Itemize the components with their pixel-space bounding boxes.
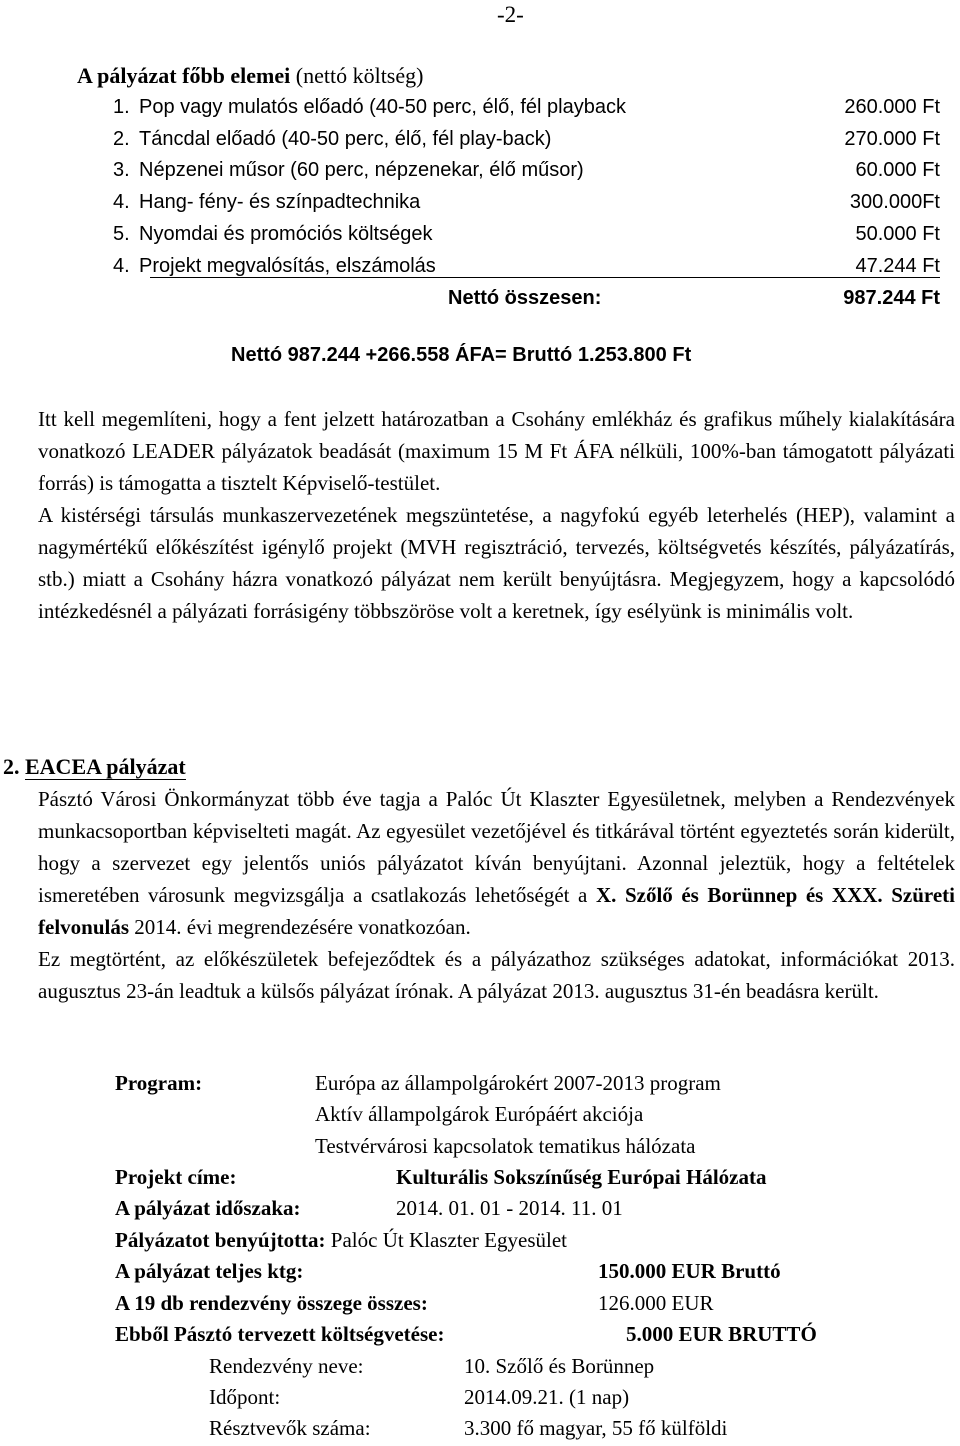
event-date-value: 2014.09.21. (1 nap) <box>464 1385 630 1409</box>
event-name-label: Rendezvény neve: <box>209 1354 364 1378</box>
events-sum-label: A 19 db rendezvény összege összes: <box>115 1291 428 1315</box>
gross-total-line: Nettó 987.244 +266.558 ÁFA= Bruttó 1.253.800 Ft <box>231 344 692 366</box>
sum-divider <box>150 277 940 278</box>
program-label: Program: <box>115 1071 203 1095</box>
budget-item-amount: 270.000 Ft <box>844 128 940 150</box>
event-date-label: Időpont: <box>209 1385 281 1409</box>
section-2-paragraph-1: Pásztó Városi Önkormányzat több éve tagja a Palóc Út Klaszter Egyesületnek, melyben a Rendezvények munkacsoportban képviselteti magát. Az egyesület vezetőjével és titkárával történt egyeztetés során kiderült, hogy a szervezet egy jelentős uniós pályázatot kíván benyújtani. Azonnal jeleztük, hogy a feltételek ismeretében városunk megvizsgálja a csatlakozás lehetőségét a X. Szőlő és Borünnep és XXX. Szüreti felvonulás 2014. évi megrendezésére vonatkozóan. <box>38 787 955 939</box>
budget-item-amount: 60.000 Ft <box>855 159 940 181</box>
total-cost-value: 150.000 EUR Bruttó <box>598 1259 781 1283</box>
section-2-title: EACEA pályázat <box>25 754 186 779</box>
budget-item: 2. Táncdal előadó (40-50 perc, élő, fél play-back) <box>113 128 552 150</box>
page-number: -2- <box>497 2 524 27</box>
paragraph-csohany: A kistérségi társulás munkaszervezetének megszüntetése, a nagyfokú egyéb leterhelés (HEP), valamint a nagymértékű előkészítést igénylő projekt (MVH regisztráció, tervezés, költségvetés készítés, pályázatírás, stb.) miatt a Csohány házra vonatkozó pályázat nem került benyújtásra. Megjegyzem, hogy a kapcsolódó intézkedésnél a pályázati forrásigény többszöröse volt a keretnek, így esélyünk is minimális volt. <box>38 503 955 623</box>
budget-heading-bold: A pályázat főbb elemei <box>77 63 291 88</box>
budget-heading <box>77 60 423 92</box>
budget-item-amount: 47.244 Ft <box>855 255 940 277</box>
participants-label: Résztvevők száma: <box>209 1416 371 1440</box>
submitter-value: Palóc Út Klaszter Egyesület <box>325 1228 567 1252</box>
program-line: Testvérvárosi kapcsolatok tematikus hálózata <box>315 1134 696 1158</box>
project-title-label: Projekt címe: <box>115 1165 237 1189</box>
leader-paragraphs <box>38 403 955 627</box>
budget-item-amount: 260.000 Ft <box>844 96 940 118</box>
budget-item-amount: 300.000Ft <box>849 191 940 213</box>
program-line: Aktív állampolgárok Európáért akciója <box>315 1102 644 1126</box>
budget-item: 5. Nyomdai és promóciós költségek <box>113 223 433 245</box>
submitter-label: Pályázatot benyújtotta: <box>115 1228 326 1252</box>
program-line: Európa az állampolgárokért 2007-2013 program <box>315 1071 721 1095</box>
period-value: 2014. 01. 01 - 2014. 11. 01 <box>396 1196 623 1220</box>
budget-item: 4. Projekt megvalósítás, elszámolás <box>113 255 436 277</box>
project-title-value: Kulturális Sokszínűség Európai Hálózata <box>396 1165 767 1189</box>
submitter-row <box>115 1224 567 1256</box>
period-label: A pályázat időszaka: <box>115 1196 301 1220</box>
section-2-body <box>38 783 955 1007</box>
budget-item-amount: 50.000 Ft <box>855 223 940 245</box>
event-name-value: 10. Szőlő és Borünnep <box>464 1354 655 1378</box>
net-total-value: 987.244 Ft <box>843 287 940 309</box>
budget-item: 4. Hang- fény- és színpadtechnika <box>113 191 421 213</box>
budget-item: 3. Népzenei műsor (60 perc, népzenekar, élő műsor) <box>113 159 584 181</box>
pasztó-budget-label: Ebből Pásztó tervezett költségvetése: <box>115 1322 445 1346</box>
events-sum-value: 126.000 EUR <box>598 1291 714 1315</box>
budget-item: 1. Pop vagy mulatós előadó (40-50 perc, élő, fél playback <box>113 96 626 118</box>
total-cost-label: A pályázat teljes ktg: <box>115 1259 304 1283</box>
net-total-label: Nettó összesen: <box>448 287 602 309</box>
section-2-heading: 2. EACEA pályázat <box>3 754 186 779</box>
paragraph-leader: Itt kell megemlíteni, hogy a fent jelzett határozatban a Csohány emlékház és grafikus műhely kialakítására vonatkozó LEADER pályázatok beadását (maximum 15 M Ft ÁFA nélküli, 100%-ban támogatott pályázati forrás) is támogatta a tisztelt Képviselő-testület. <box>38 407 955 495</box>
participants-value: 3.300 fő magyar, 55 fő külföldi <box>464 1416 728 1440</box>
pasztó-budget-value: 5.000 EUR BRUTTÓ <box>626 1322 817 1346</box>
section-2-paragraph-2: Ez megtörtént, az előkészületek befejeződtek és a pályázathoz szükséges adatokat, információkat 2013. augusztus 23-án leadtuk a külsős pályázat írónak. A pályázat 2013. augusztus 31-én beadásra került. <box>38 947 955 1003</box>
budget-heading-rest: (nettó költség) <box>290 63 424 88</box>
